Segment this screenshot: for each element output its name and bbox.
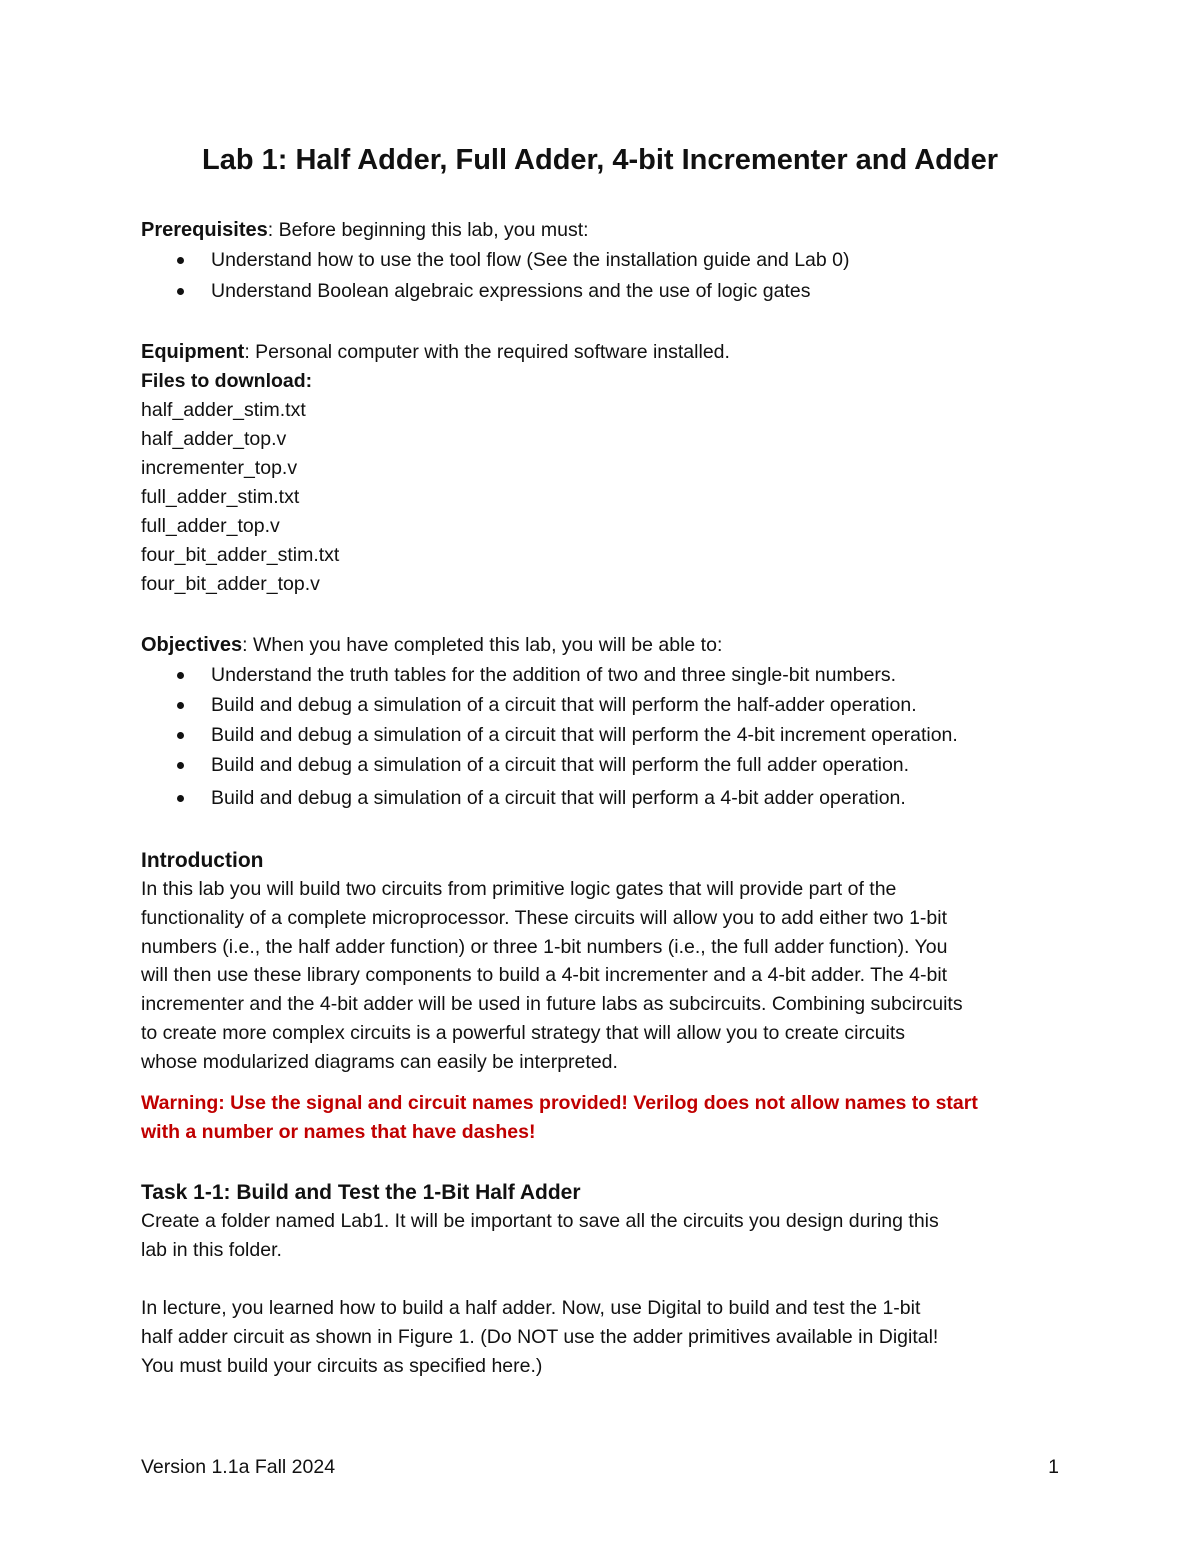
file-item: four_bit_adder_top.v [141, 573, 320, 595]
equipment-section [141, 338, 1071, 599]
warning-line: Warning: Use the signal and circuit names provided! Verilog does not allow names to start [141, 1091, 978, 1114]
task-section [141, 1178, 1071, 1381]
paragraph-line: numbers (i.e., the half adder function) or three 1-bit numbers (i.e., the full adder function). You [141, 935, 948, 958]
prerequisites-label: Prerequisites [141, 219, 268, 241]
file-item: full_adder_top.v [141, 515, 280, 537]
prerequisites-list [141, 246, 1071, 306]
objectives-label: Objectives [141, 634, 243, 656]
prerequisite-item: Understand Boolean algebraic expressions and the use of logic gates [141, 277, 1071, 306]
objective-item: Build and debug a simulation of a circuit that will perform the half-adder operation. [141, 691, 1071, 720]
paragraph-line: In lecture, you learned how to build a half adder. Now, use Digital to build and test the 1-bit [141, 1297, 921, 1319]
paragraph-line: to create more complex circuits is a powerful strategy that will allow you to create circuits [141, 1021, 906, 1044]
version-label: Version 1.1a Fall 2024 [141, 1456, 336, 1478]
paragraph-line: whose modularized diagrams can easily be interpreted. [141, 1050, 618, 1073]
warning-line: with a number or names that have dashes! [141, 1120, 536, 1143]
page-title: Lab 1: Half Adder, Full Adder, 4-bit Incrementer and Adder [201, 144, 998, 176]
prerequisites-section [141, 216, 1071, 306]
prerequisites-text: : Before beginning this lab, you must: [267, 219, 589, 241]
file-item: four_bit_adder_stim.txt [141, 544, 340, 566]
equipment-text: : Personal computer with the required software installed. [244, 341, 730, 363]
paragraph-line: incrementer and the 4-bit adder will be used in future labs as subcircuits. Combining subcircuits [141, 993, 963, 1016]
paragraph-line: Create a folder named Lab1. It will be important to save all the circuits you design during this [141, 1210, 939, 1232]
paragraph-line: half adder circuit as shown in Figure 1. (Do NOT use the adder primitives available in Digital! [141, 1326, 939, 1348]
files-label: Files to download: [141, 370, 313, 392]
paragraph-line: will then use these library components to build a 4-bit incrementer and a 4-bit adder. The 4-bit [141, 964, 948, 987]
objectives-section [141, 631, 1071, 813]
page-number: 1 [1048, 1456, 1059, 1478]
file-item: incrementer_top.v [141, 457, 298, 479]
introduction-paragraph [141, 875, 1071, 1077]
task-paragraph-1 [141, 1207, 1071, 1265]
paragraph-line: In this lab you will build two circuits from primitive logic gates that will provide part of the [141, 878, 897, 900]
task-paragraph-2 [141, 1294, 1071, 1381]
objective-item: Build and debug a simulation of a circuit that will perform the full adder operation. [141, 751, 1071, 780]
page-footer [141, 1456, 1059, 1479]
equipment-line [141, 338, 1071, 367]
introduction-section [141, 846, 1071, 1147]
prerequisites-line [141, 216, 1071, 245]
file-item: half_adder_stim.txt [141, 399, 306, 421]
objectives-list [141, 661, 1071, 813]
objectives-line [141, 631, 1071, 660]
paragraph-line: You must build your circuits as specified here.) [141, 1355, 543, 1377]
prerequisite-item: Understand how to use the tool flow (See the installation guide and Lab 0) [141, 246, 1071, 275]
equipment-label: Equipment [141, 341, 245, 363]
paragraph-line: lab in this folder. [141, 1239, 282, 1261]
objectives-text: : When you have completed this lab, you will be able to: [242, 634, 723, 656]
warning-note [141, 1089, 1071, 1147]
file-item: half_adder_top.v [141, 428, 287, 450]
objective-item: Understand the truth tables for the addition of two and three single-bit numbers. [141, 661, 1071, 690]
paragraph-line: functionality of a complete microprocessor. These circuits will allow you to add either two 1-bit [141, 906, 948, 929]
task-heading: Task 1-1: Build and Test the 1-Bit Half Adder [141, 1181, 581, 1204]
introduction-heading: Introduction [141, 849, 264, 872]
objective-item: Build and debug a simulation of a circuit that will perform a 4-bit adder operation. [141, 784, 1071, 813]
file-item: full_adder_stim.txt [141, 486, 300, 508]
objective-item: Build and debug a simulation of a circuit that will perform the 4-bit increment operation. [141, 721, 1071, 750]
